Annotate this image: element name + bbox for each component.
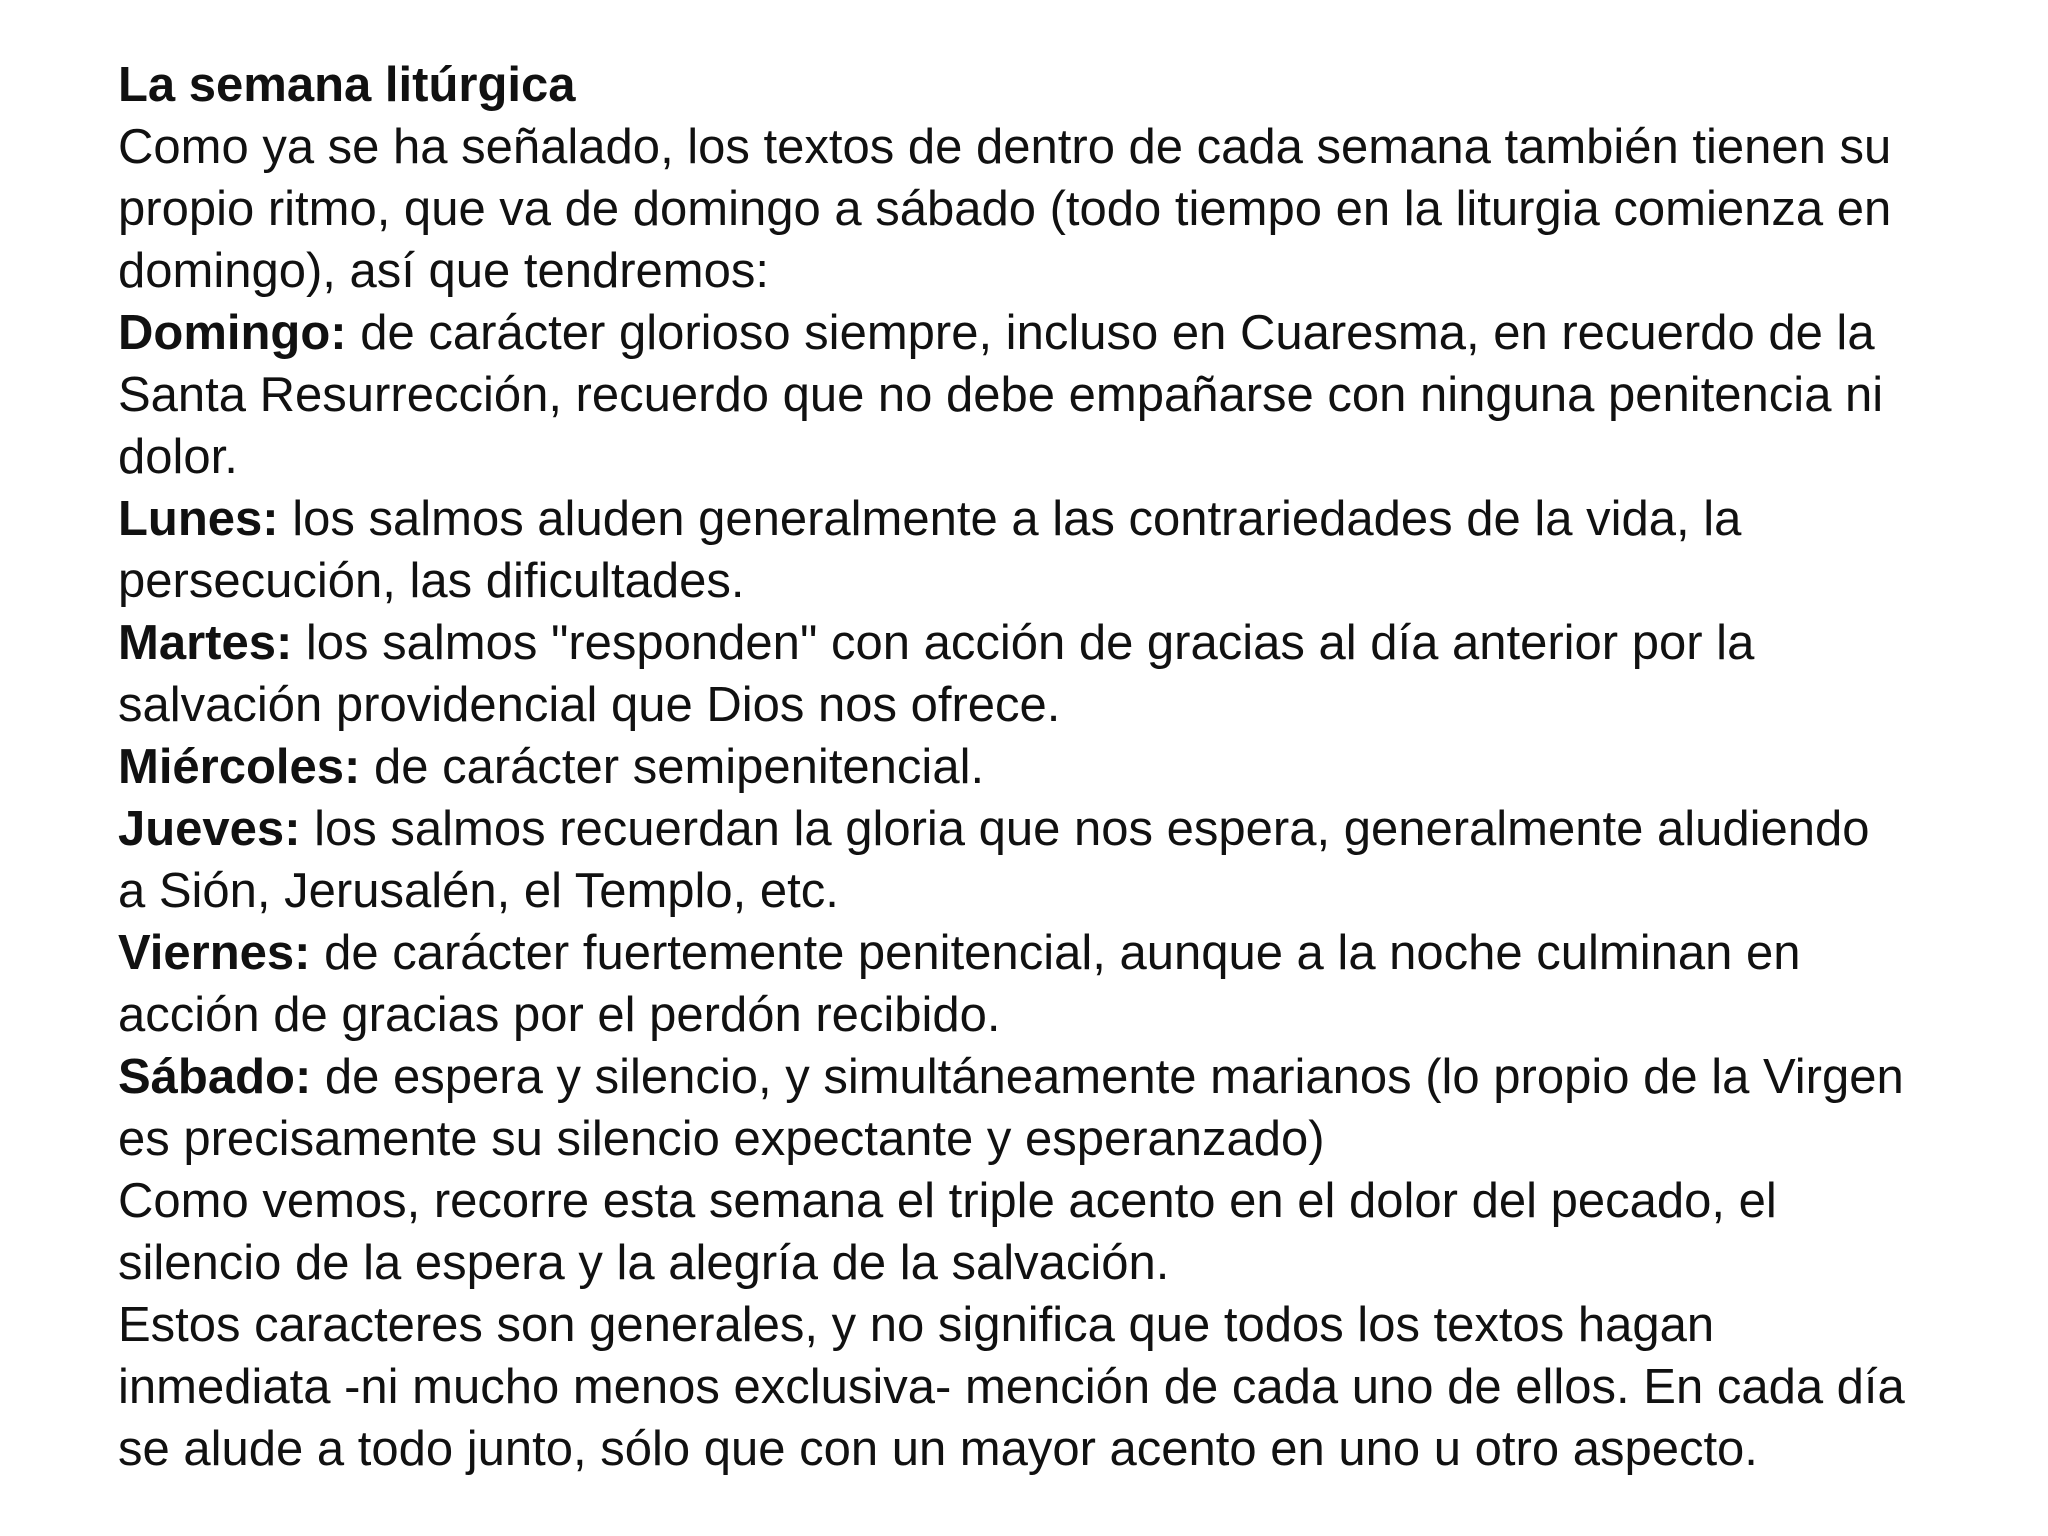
- day-text: de carácter semipenitencial.: [360, 740, 985, 794]
- day-text: de espera y silencio, y simultáneamente marianos (lo propio de la Virgen: [311, 1050, 1904, 1104]
- day-paragraph-lunes: [118, 488, 2018, 550]
- day-label: Martes:: [118, 616, 293, 670]
- day-paragraph-viernes: [118, 922, 2018, 984]
- day-label: Lunes:: [118, 492, 279, 546]
- day-label: Miércoles:: [118, 740, 361, 794]
- intro-line: Como ya se ha señalado, los textos de dentro de cada semana también tienen su: [118, 120, 1892, 174]
- closing-line: Como vemos, recorre esta semana el triple acento en el dolor del pecado, el: [118, 1174, 1777, 1228]
- closing-line: se alude a todo junto, sólo que con un mayor acento en uno u otro aspecto.: [118, 1422, 1758, 1476]
- day-paragraph-domingo: [118, 302, 2018, 364]
- day-label: Sábado:: [118, 1050, 312, 1104]
- day-text: los salmos aluden generalmente a las contrariedades de la vida, la: [278, 492, 1742, 546]
- day-text: de carácter glorioso siempre, incluso en Cuaresma, en recuerdo de la: [346, 306, 1875, 360]
- day-text-line: persecución, las dificultades.: [118, 554, 745, 608]
- day-paragraph-martes: [118, 612, 2018, 674]
- day-paragraph-sabado: [118, 1046, 2018, 1108]
- intro-line: propio ritmo, que va de domingo a sábado (todo tiempo en la liturgia comienza en: [118, 182, 1892, 236]
- closing-line: silencio de la espera y la alegría de la salvación.: [118, 1236, 1170, 1290]
- day-text-line: es precisamente su silencio expectante y esperanzado): [118, 1112, 1325, 1166]
- day-text-line: salvación providencial que Dios nos ofrece.: [118, 678, 1061, 732]
- day-label: Domingo:: [118, 306, 347, 360]
- day-label: Viernes:: [118, 926, 311, 980]
- day-text: de carácter fuertemente penitencial, aunque a la noche culminan en: [310, 926, 1801, 980]
- day-text: los salmos "responden" con acción de gracias al día anterior por la: [292, 616, 1755, 670]
- day-paragraph-miercoles: [118, 736, 2018, 798]
- day-text-line: Santa Resurrección, recuerdo que no debe empañarse con ninguna penitencia ni: [118, 368, 1884, 422]
- document-body: [118, 54, 2018, 1480]
- day-text: los salmos recuerdan la gloria que nos espera, generalmente aludiendo: [300, 802, 1870, 856]
- intro-line: domingo), así que tendremos:: [118, 244, 769, 298]
- day-text-line: dolor.: [118, 430, 238, 484]
- day-text-line: acción de gracias por el perdón recibido.: [118, 988, 1001, 1042]
- day-text-line: a Sión, Jerusalén, el Templo, etc.: [118, 864, 839, 918]
- closing-line: Estos caracteres son generales, y no significa que todos los textos hagan: [118, 1298, 1715, 1352]
- closing-line: inmediata -ni mucho menos exclusiva- mención de cada uno de ellos. En cada día: [118, 1360, 1905, 1414]
- document-title: La semana litúrgica: [118, 58, 576, 112]
- day-label: Jueves:: [118, 802, 301, 856]
- day-paragraph-jueves: [118, 798, 2018, 860]
